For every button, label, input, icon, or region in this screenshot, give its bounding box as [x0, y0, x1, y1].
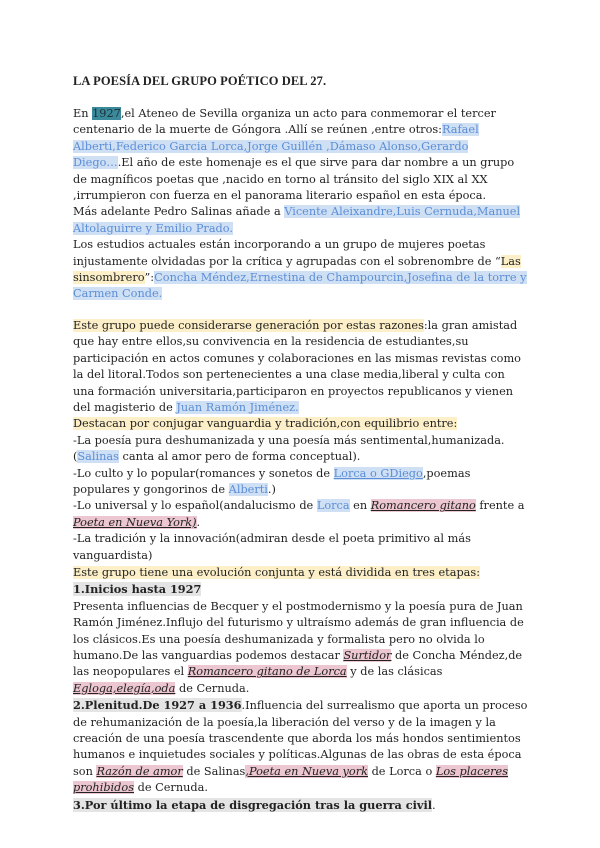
text: Presenta influencias de Becquer y el postmodernismo y la poesía pura de Juan Ramón Jiménez.Influjo del futurismo y ultraísmo además de gran influencia de los clásicos.Es una poesía deshumanizada y formalista pero no olvida lo humano.De las vanguardias podemos destacar	[73, 599, 524, 663]
text: ,poemas populares y gongorinos de	[73, 466, 471, 497]
egloga-link[interactable]: Egloga,elegía,oda	[73, 681, 176, 695]
document-title: LA POESÍA DEL GRUPO POÉTICO DEL 27.	[73, 74, 327, 88]
text: -Lo culto y lo popular(romances y sonetos de	[73, 466, 334, 480]
poeta-ny-link-2[interactable]: ,Poeta en Nueva york	[245, 764, 368, 778]
women-poets-highlight: Concha Méndez,Ernestina de Champourcin,Josefina de la torre y Carmen Conde.	[73, 271, 527, 301]
stage-2-text	[73, 697, 529, 796]
text: de Concha Méndez,de las neopopulares el	[73, 649, 523, 679]
lorca-diego-highlight: Lorca o GDiego	[333, 466, 423, 480]
text: Más adelante Pedro Salinas añade a	[73, 205, 285, 219]
jrj-highlight: Juan Ramón Jiménez.	[176, 401, 299, 415]
alberti-highlight: Alberti	[228, 483, 268, 497]
vanguard-heading-line	[73, 416, 529, 432]
text: ,el Ateneo de Sevilla organiza un acto para conmemorar el tercer centenario de la muerte de Góngora .Allí se reúnen ,entre otros:	[73, 107, 496, 137]
list-item-3	[73, 498, 529, 531]
paragraph-sinsombrero	[73, 237, 529, 303]
list-item-4	[73, 531, 529, 564]
text: :la gran amistad que hay entre ellos,su convivencia en la residencia de estudiantes,su participación en actos comunes y colaboraciones en las mismas revistas como la del litoral.Todos son pertenecientes a una clase media,liberal y culta con una formación universitaria,participaron en proyectos republicanos y vienen del magisterio de	[73, 319, 521, 415]
stage-3-heading: 3.Por último la etapa de disgregación tras la guerra civil	[73, 797, 433, 812]
text: de Salinas	[182, 764, 246, 778]
paragraph-1927	[73, 106, 529, 204]
text: en	[349, 499, 371, 513]
generation-section	[73, 318, 529, 564]
text: .	[432, 798, 436, 812]
paragraph-salinas	[73, 204, 529, 237]
text: ”:	[144, 271, 155, 285]
text: .Influencia del surrealismo que aporta un proceso de rehumanización de la poesía,la liberación del verso y de la imagen y la creación de una poesía trascendente que aborda los más hondos sentimientos humanos e inquietudes sociales y políticas.Algunas de las obras de esta época son	[73, 699, 528, 778]
text: de Cernuda.	[134, 781, 208, 795]
text: .)	[267, 483, 276, 497]
year-highlight: 1927	[92, 107, 121, 120]
evolution-section	[73, 565, 529, 814]
text: -La poesía pura deshumanizada y una poesía más sentimental,humanizada.(	[73, 433, 505, 464]
text: -La tradición y la innovación(admiran desde el poeta primitivo al más vanguardista)	[73, 532, 471, 562]
text: -Lo universal y lo español(andalucismo de	[73, 499, 317, 513]
romancero-link[interactable]: Romancero gitano	[370, 499, 476, 513]
surtidor-link[interactable]: Surtidor	[343, 649, 392, 663]
text: frente a	[475, 499, 525, 513]
salinas-highlight: Salinas	[77, 450, 119, 464]
stage-2-heading: 2.Plenitud.De 1927 a 1936	[73, 698, 242, 713]
sinsombrero-highlight: Las sinsombrero	[73, 254, 521, 285]
list-item-1	[73, 433, 529, 466]
stage-1-heading-line	[73, 581, 529, 598]
evolution-heading-line	[73, 565, 529, 581]
romancero-lorca-link[interactable]: Romancero gitano de Lorca	[187, 665, 347, 679]
text: .El año de este homenaje es el que sirve para dar nombre a un grupo de magníficos poetas que ,nacido en torno al tránsito del siglo XIX al XX ,irrumpieron con fuerza en el panorama literario español en esta época.	[73, 156, 515, 203]
text: y de las clásicas	[346, 665, 443, 679]
text: de Cernuda.	[175, 681, 250, 695]
list-item-2	[73, 466, 529, 499]
poets-names-highlight-2: Vicente Aleixandre,Luis Cernuda,Manuel Altolaguirre y Emilio Prado.	[73, 205, 521, 235]
generation-heading: Este grupo puede considerarse generación por estas razones	[73, 319, 424, 332]
razon-link[interactable]: Razón de amor	[96, 764, 183, 778]
stage-1-heading: 1.Inicios hasta 1927	[73, 582, 202, 597]
evolution-heading: Este grupo tiene una evolución conjunta y está dividida en tres etapas:	[73, 566, 481, 579]
text: canta al amor pero de forma conceptual).	[118, 450, 361, 464]
poets-names-highlight: Rafael Alberti,Federico Garcia Lorca,Jorge Guillén ,Dámaso Alonso,Gerardo Diego…	[73, 123, 479, 170]
text: En	[73, 107, 93, 120]
placeres-link[interactable]: Los placeres prohibidos	[73, 764, 509, 795]
paragraph-generation	[73, 318, 529, 416]
intro-section	[73, 106, 529, 303]
lorca-highlight: Lorca	[316, 499, 350, 513]
text: de Lorca o	[367, 764, 436, 778]
text: Los estudios actuales están incorporando a un grupo de mujeres poetas injustamente olvidadas por la crítica y agrupadas con el sobrenombre de “	[73, 238, 501, 268]
stage-3-line	[73, 797, 529, 814]
poeta-ny-link[interactable]: Poeta en Nueva York)	[73, 515, 197, 529]
vanguard-heading: Destacan por conjugar vanguardia y tradición,con equilibrio entre:	[73, 417, 458, 431]
stage-1-text	[73, 599, 529, 697]
text: .	[196, 515, 201, 529]
